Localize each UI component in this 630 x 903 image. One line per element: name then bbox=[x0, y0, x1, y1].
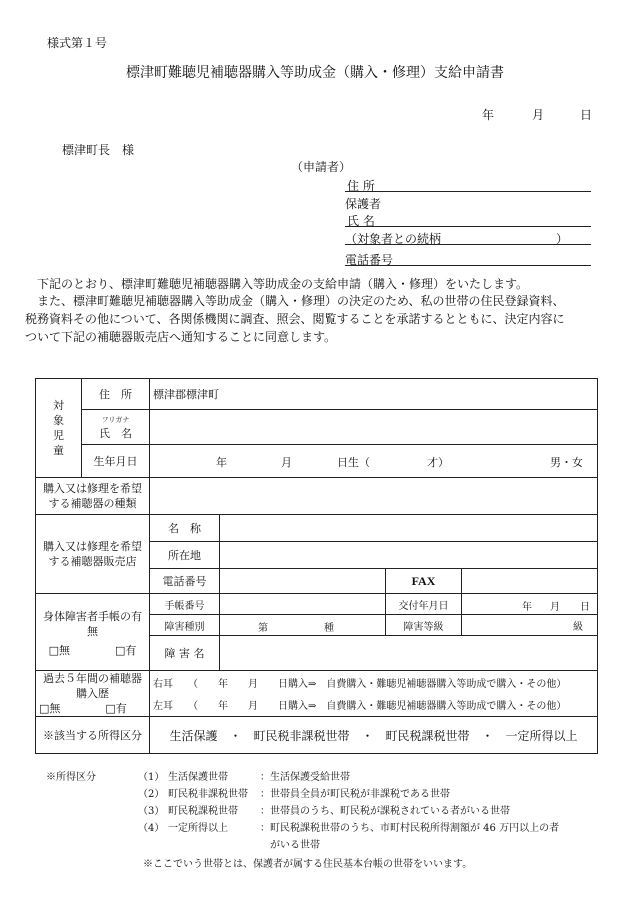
birthdate-label: 生年月日 bbox=[82, 445, 150, 478]
fax-label: FAX bbox=[386, 569, 462, 594]
type-no-unit: 第 bbox=[258, 623, 268, 634]
birth-age-unit: 才） bbox=[427, 456, 449, 469]
handbook-number-field[interactable] bbox=[220, 594, 386, 615]
income-note-2-num: （2） bbox=[138, 789, 165, 800]
name-line bbox=[345, 226, 591, 227]
handbook-label-text: 身体障害者手帳の有無 bbox=[43, 609, 142, 638]
consent-paragraph-2-line3: ついて下記の補聴器販売店へ通知することに同意します。 bbox=[25, 330, 337, 344]
income-note-4-continued: がいる世帯 bbox=[270, 840, 320, 851]
income-note-heading: ※所得区分 bbox=[46, 772, 96, 783]
application-table bbox=[35, 378, 598, 754]
history-none-checkbox[interactable]: □無 bbox=[39, 702, 61, 715]
applicant-address-label: 住 所 bbox=[347, 179, 375, 193]
household-definition-note: ※ここでいう世帯とは、保護者が属する住民基本台帳の世帯をいいます。 bbox=[143, 859, 473, 870]
birth-year-unit: 年 bbox=[216, 456, 227, 469]
child-address-field[interactable] bbox=[150, 379, 598, 410]
child-name-text: 氏 名 bbox=[99, 427, 132, 440]
income-note-1-name: 生活保護世帯 bbox=[168, 772, 228, 783]
income-note-3-desc: ：世帯員のうち、町民税が課税されている者がいる世帯 bbox=[260, 806, 510, 817]
handbook-have-checkbox[interactable]: □有 bbox=[115, 643, 137, 657]
phone-label: 電話番号 bbox=[345, 253, 394, 267]
issue-day-unit: 日 bbox=[580, 602, 590, 613]
type-kind-unit: 種 bbox=[324, 623, 334, 634]
shop-location-field[interactable] bbox=[220, 542, 598, 569]
date-month-label: 月 bbox=[532, 108, 545, 122]
handbook-label bbox=[36, 594, 150, 671]
disability-grade-label: 障害等級 bbox=[386, 615, 462, 636]
income-note-2-desc: ：世帯員全員が町民税が非課税である世帯 bbox=[260, 789, 450, 800]
income-note-4-name: 一定所得以上 bbox=[168, 823, 228, 834]
shop-phone-field[interactable] bbox=[220, 569, 386, 594]
addressee: 標津町長 様 bbox=[62, 143, 135, 157]
child-name-label bbox=[82, 410, 150, 445]
child-address-label: 住 所 bbox=[82, 379, 150, 410]
address-line bbox=[345, 191, 591, 192]
child-name-field[interactable] bbox=[150, 410, 598, 445]
income-note-3-name: 町民税課税世帯 bbox=[168, 806, 238, 817]
consent-paragraph-2-line1: また、標津町難聴児補聴器購入等助成金（購入・修理）の決定のため、私の世帯の住民登録資料、 bbox=[37, 294, 565, 308]
income-category-label: ※該当する所得区分 bbox=[36, 717, 150, 754]
disability-type-field[interactable] bbox=[220, 615, 386, 636]
form-title: 標津町難聴児補聴器購入等助成金（購入・修理）支給申請書 bbox=[126, 65, 504, 81]
birth-day-unit: 日生（ bbox=[337, 456, 370, 469]
device-type-field[interactable] bbox=[150, 478, 598, 515]
issue-date-field[interactable] bbox=[462, 594, 598, 615]
income-note-4-desc: ：町民税課税世帯のうち、市町村民税所得割額が 46 万円以上の者 bbox=[260, 823, 560, 834]
shop-location-label: 所在地 bbox=[150, 542, 220, 569]
income-category-options[interactable]: 生活保護 ・ 町民税非課税世帯 ・ 町民税課税世帯 ・ 一定所得以上 bbox=[150, 717, 598, 754]
consent-paragraph-2-line2: 税務資料その他について、各関係機関に調査、照会、閲覧することを承諾するとともに、決定内容に bbox=[25, 312, 565, 326]
history-have-checkbox[interactable]: □有 bbox=[105, 702, 127, 715]
income-note-3-num: （3） bbox=[138, 806, 165, 817]
shop-name-field[interactable] bbox=[220, 515, 598, 542]
consent-paragraph-1: 下記のとおり、標津町難聴児補聴器購入等助成金の支給申請（購入・修理）をいたします。 bbox=[37, 277, 529, 291]
applicant-heading: （申請者） bbox=[291, 160, 352, 174]
form-number: 様式第１号 bbox=[47, 36, 108, 50]
handbook-none-checkbox[interactable]: □無 bbox=[48, 643, 70, 657]
sex-options: 男・女 bbox=[550, 456, 583, 469]
shop-label: 購入又は修理を希望する補聴器販売店 bbox=[36, 515, 150, 594]
child-address-value: 標津郡標津町 bbox=[153, 388, 219, 401]
subject-child-label: 対象児童 bbox=[36, 379, 82, 478]
purchase-history-label bbox=[36, 671, 150, 717]
relation-label: （対象者との続柄 bbox=[345, 232, 442, 246]
grade-unit: 級 bbox=[573, 621, 584, 633]
disability-name-field[interactable] bbox=[220, 636, 598, 671]
issue-year-unit: 年 bbox=[522, 602, 532, 613]
left-ear-row[interactable]: 左耳 （ 年 月 日購入⇒ 自費購入・難聴児補聴器購入等助成で購入・その他） bbox=[150, 694, 598, 717]
income-note-4-num: （4） bbox=[138, 823, 165, 834]
income-note-1-num: （1） bbox=[138, 772, 165, 783]
disability-grade-field[interactable] bbox=[462, 615, 598, 636]
income-note-2-name: 町民税非課税世帯 bbox=[168, 789, 248, 800]
shop-phone-label: 電話番号 bbox=[150, 569, 220, 594]
income-note-1-desc: ：生活保護受給世帯 bbox=[260, 772, 350, 783]
phone-line bbox=[345, 265, 591, 266]
date-year-label: 年 bbox=[482, 108, 495, 122]
issue-month-unit: 月 bbox=[550, 602, 560, 613]
purchase-history-text: 過去５年間の補聴器購入歴 bbox=[43, 672, 142, 700]
relation-line bbox=[345, 244, 591, 245]
furigana-label: フリガナ bbox=[101, 416, 130, 424]
handbook-number-label: 手帳番号 bbox=[150, 594, 220, 615]
guardian-label: 保護者 bbox=[345, 197, 382, 211]
device-type-label: 購入又は修理を希望する補聴器の種類 bbox=[36, 478, 150, 515]
issue-date-label: 交付年月日 bbox=[386, 594, 462, 615]
disability-type-label: 障害種別 bbox=[150, 615, 220, 636]
right-ear-row[interactable]: 右耳 （ 年 月 日購入⇒ 自費購入・難聴児補聴器購入等助成で購入・その他） bbox=[150, 671, 598, 694]
birth-month-unit: 月 bbox=[281, 456, 292, 469]
disability-name-label: 障 害 名 bbox=[150, 636, 220, 671]
relation-close: ） bbox=[556, 232, 569, 246]
date-day-label: 日 bbox=[580, 108, 593, 122]
applicant-name-label: 氏 名 bbox=[347, 214, 375, 228]
birthdate-field[interactable] bbox=[150, 445, 598, 478]
fax-field[interactable] bbox=[462, 569, 598, 594]
shop-name-label: 名 称 bbox=[150, 515, 220, 542]
